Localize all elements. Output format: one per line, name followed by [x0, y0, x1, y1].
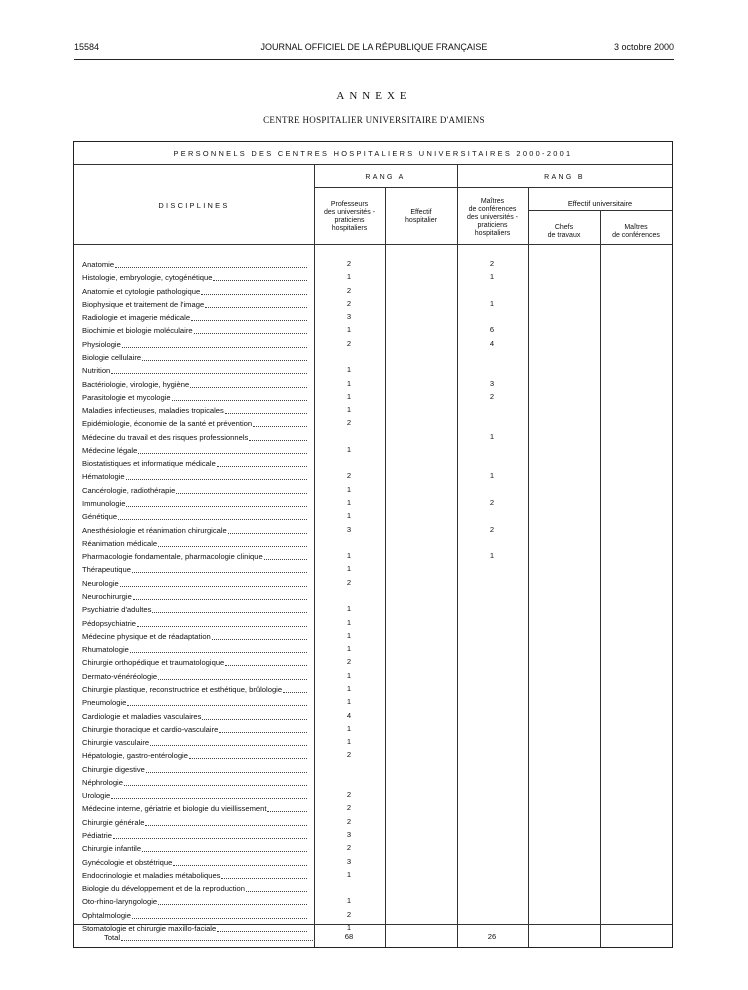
table-row	[82, 802, 307, 815]
maitres-value: 2	[489, 524, 495, 534]
professeurs-value: 2	[346, 843, 352, 853]
professeurs-value: 1	[346, 272, 352, 282]
professeurs-value: 2	[346, 577, 352, 587]
maitres-value: 6	[489, 325, 495, 335]
discipline-label: Stomatologie et chirurgie maxillo-faciale	[82, 924, 217, 933]
discipline-label: Cardiologie et maladies vasculaires	[82, 711, 202, 721]
leader-dots	[213, 280, 307, 281]
maitres-header: Maîtres de conférences des universités - praticiens hospitaliers	[467, 198, 518, 237]
professeurs-value: 2	[346, 471, 352, 481]
leader-dots	[225, 413, 307, 414]
leader-dots	[137, 626, 307, 627]
divider-disciplines	[314, 164, 315, 947]
professeurs-value: 1	[346, 498, 352, 508]
discipline-label: Chirurgie vasculaire	[82, 738, 150, 748]
leader-dots	[145, 825, 307, 826]
discipline-label: Réanimation médicale	[82, 538, 158, 548]
leader-dots	[219, 732, 307, 733]
leader-dots	[124, 785, 307, 786]
table-row	[82, 510, 307, 523]
leader-dots	[217, 466, 307, 467]
leader-dots	[212, 639, 307, 640]
professeurs-value: 1	[346, 697, 352, 707]
discipline-label: Psychiatrie d'adultes	[82, 605, 152, 615]
table-row	[82, 537, 307, 550]
discipline-label: Neurologie	[82, 578, 119, 588]
leader-dots	[133, 599, 307, 600]
table-row	[82, 696, 307, 709]
leader-dots	[150, 745, 307, 746]
total-row-label: Total	[82, 931, 315, 944]
table-row	[82, 391, 307, 404]
discipline-label: Pédopsychiatrie	[82, 618, 137, 628]
leader-dots	[264, 559, 307, 560]
maitres-value: 4	[489, 338, 495, 348]
table-row	[82, 909, 307, 922]
table-row	[82, 776, 307, 789]
table-row	[82, 710, 307, 723]
professeurs-value: 1	[346, 365, 352, 375]
table-row	[82, 470, 307, 483]
professeurs-value: 1	[346, 564, 352, 574]
table-row	[82, 829, 307, 842]
discipline-label: Neurochirurgie	[82, 592, 132, 601]
table-row	[82, 736, 307, 749]
professeurs-value: 1	[346, 923, 352, 932]
discipline-label: Bactériologie, virologie, hygiène	[82, 379, 190, 389]
professeurs-value: 1	[346, 617, 352, 627]
discipline-label: Médecine physique et de réadaptation	[82, 631, 211, 641]
leader-dots	[118, 519, 307, 520]
table-row	[82, 298, 307, 311]
professeurs-value: 1	[346, 391, 352, 401]
table-row	[82, 630, 307, 643]
leader-dots	[132, 572, 307, 573]
leader-dots	[189, 758, 307, 759]
leader-dots	[158, 679, 307, 680]
discipline-label: Hématologie	[82, 472, 125, 482]
table-row	[82, 444, 307, 457]
table-row	[82, 869, 307, 882]
table-row	[82, 603, 307, 616]
professeurs-value: 2	[346, 909, 352, 919]
table-row	[82, 311, 307, 324]
leader-dots	[130, 652, 307, 653]
table-row	[82, 683, 307, 696]
professeurs-value: 1	[346, 896, 352, 906]
personnel-table	[73, 141, 673, 948]
disciplines-header: DISCIPLINES	[158, 201, 230, 210]
effectif-univ-rule	[528, 210, 672, 211]
table-row	[82, 617, 307, 630]
professeurs-value: 1	[346, 484, 352, 494]
leader-dots	[122, 347, 307, 348]
table-row	[82, 364, 307, 377]
leader-dots	[111, 798, 307, 799]
professeurs-value: 1	[346, 378, 352, 388]
professeurs-value: 1	[346, 511, 352, 521]
table-row	[82, 763, 307, 776]
professeurs-value: 1	[346, 683, 352, 693]
leader-dots	[173, 865, 307, 866]
table-row	[82, 643, 307, 656]
discipline-label: Biostatistiques et informatique médicale	[82, 459, 216, 469]
maitres-value: 1	[489, 551, 495, 561]
leader-dots	[120, 586, 307, 587]
discipline-label: Rhumatologie	[82, 645, 129, 655]
discipline-label: Biologie cellulaire	[82, 352, 142, 362]
discipline-label: Chirurgie plastique, reconstructrice et esthétique, brûlologie	[82, 684, 283, 694]
header-rule	[74, 59, 674, 60]
discipline-label: Médecine interne, gériatrie et biologie du vieillissement	[82, 804, 267, 814]
discipline-label: Néphrologie	[82, 777, 123, 787]
table-row	[82, 816, 307, 829]
table-row	[82, 590, 307, 603]
discipline-label: Médecine du travail et des risques professionnels	[82, 432, 249, 442]
divider-effectif-hosp	[385, 187, 386, 947]
maitres-value: 3	[489, 378, 495, 388]
discipline-label: Urologie	[82, 791, 111, 801]
institution-heading: CENTRE HOSPITALIER UNIVERSITAIRE D'AMIENS	[263, 115, 485, 125]
professeurs-value: 4	[346, 710, 352, 720]
table-row	[82, 895, 307, 908]
professeurs-value: 3	[346, 830, 352, 840]
professeurs-value: 2	[346, 790, 352, 800]
page-number: 15584	[74, 42, 100, 52]
discipline-label: Endocrinologie et maladies métaboliques	[82, 870, 221, 880]
discipline-label: Biologie du développement et de la reproduction	[82, 884, 245, 894]
page-header	[74, 42, 674, 58]
table-row	[82, 842, 307, 855]
leader-dots	[142, 851, 307, 852]
discipline-label: Biophysique et traitement de l'image	[82, 299, 205, 309]
table-row	[82, 789, 307, 802]
maitres-value: 1	[489, 298, 495, 308]
discipline-label: Pédiatrie	[82, 831, 112, 841]
leader-dots	[194, 333, 307, 334]
leader-dots	[126, 479, 307, 480]
discipline-label: Chirurgie orthopédique et traumatologique	[82, 658, 225, 668]
title-rule	[74, 164, 672, 165]
professeurs-value: 3	[346, 312, 352, 322]
table-row	[82, 749, 307, 762]
leader-dots	[132, 918, 307, 919]
table-row	[82, 417, 307, 430]
maitres-value: 1	[489, 471, 495, 481]
leader-dots	[142, 360, 307, 361]
discipline-label: Anesthésiologie et réanimation chirurgicale	[82, 525, 227, 535]
leader-dots	[172, 400, 307, 401]
leader-dots	[228, 533, 307, 534]
professeurs-value: 1	[346, 869, 352, 879]
discipline-label: Epidémiologie, économie de la santé et prévention	[82, 419, 253, 429]
table-row	[82, 431, 307, 444]
table-row	[82, 656, 307, 669]
table-row	[82, 882, 307, 895]
leader-dots	[253, 426, 307, 427]
effectif-hospitalier-header: Effectif hospitalier	[405, 209, 437, 224]
professeurs-value: 2	[346, 285, 352, 295]
table-row	[82, 484, 307, 497]
leader-dots	[202, 719, 307, 720]
rang-rule	[314, 187, 672, 188]
table-row	[82, 524, 307, 537]
discipline-label: Chirurgie générale	[82, 817, 145, 827]
table-row	[82, 563, 307, 576]
chefs-header: Chefs de travaux	[547, 224, 581, 239]
leader-dots	[201, 294, 307, 295]
maitres-value: 2	[489, 498, 495, 508]
discipline-label: Cancérologie, radiothérapie	[82, 485, 176, 495]
professeurs-value: 3	[346, 524, 352, 534]
leader-dots	[267, 811, 307, 812]
discipline-label: Dermato-vénéréologie	[82, 671, 158, 681]
table-row	[82, 550, 307, 563]
maitres-conferences-header: Maîtres de conférences	[612, 224, 660, 239]
professeurs-value: 2	[346, 657, 352, 667]
discipline-label: Physiologie	[82, 339, 121, 349]
discipline-label: Gynécologie et obstétrique	[82, 857, 173, 867]
maitres-value: 1	[489, 272, 495, 282]
discipline-label: Histologie, embryologie, cytogénétique	[82, 273, 213, 283]
leader-dots	[191, 320, 307, 321]
table-row	[82, 457, 307, 470]
table-row	[82, 497, 307, 510]
professeurs-value: 2	[346, 338, 352, 348]
leader-dots	[158, 904, 307, 905]
leader-dots	[115, 267, 307, 268]
table-row	[82, 351, 307, 364]
professeurs-value: 1	[346, 444, 352, 454]
discipline-label: Pharmacologie fondamentale, pharmacologie clinique	[82, 552, 263, 562]
maitres-value: 2	[489, 391, 495, 401]
professeurs-value: 1	[346, 604, 352, 614]
table-row	[82, 404, 307, 417]
journal-title: JOURNAL OFFICIEL DE LA RÉPUBLIQUE FRANÇAISE	[260, 42, 488, 52]
discipline-label: Parasitologie et mycologie	[82, 392, 171, 402]
leader-dots	[113, 838, 307, 839]
maitres-value: 2	[489, 259, 495, 268]
discipline-label: Anatomie	[82, 260, 115, 269]
leader-dots	[127, 705, 307, 706]
professeurs-value: 2	[346, 750, 352, 760]
leader-dots	[146, 772, 307, 773]
divider-chefs	[600, 210, 601, 947]
table-row	[82, 856, 307, 869]
professeurs-value: 1	[346, 644, 352, 654]
professeurs-value: 2	[346, 298, 352, 308]
professeurs-value: 2	[346, 816, 352, 826]
leader-dots	[176, 493, 307, 494]
leader-dots	[138, 453, 307, 454]
table-row	[82, 271, 307, 284]
discipline-label: Chirurgie thoracique et cardio-vasculaire	[82, 724, 219, 734]
rang-b-header: RANG B	[544, 174, 585, 181]
discipline-label: Génétique	[82, 512, 118, 522]
issue-date: 3 octobre 2000	[613, 42, 674, 52]
leader-dots	[158, 546, 307, 547]
header-bottom-rule	[74, 244, 672, 245]
discipline-label: Nutrition	[82, 366, 111, 376]
discipline-label: Radiologie et imagerie médicale	[82, 313, 191, 323]
professeurs-value: 1	[346, 737, 352, 747]
leader-dots	[152, 612, 307, 613]
maitres-value: 1	[489, 431, 495, 441]
leader-dots	[111, 373, 307, 374]
divider-rang	[457, 164, 458, 947]
discipline-label: Thérapeutique	[82, 565, 131, 575]
leader-dots	[283, 692, 307, 693]
professeurs-value: 2	[346, 418, 352, 428]
discipline-label: Immunologie	[82, 499, 126, 509]
professeurs-value: 2	[346, 803, 352, 813]
leader-dots	[225, 665, 307, 666]
discipline-label: Oto-rhino-laryngologie	[82, 897, 158, 907]
professeurs-header: Professeurs des universités - praticiens hospitaliers	[324, 201, 375, 232]
table-row	[82, 670, 307, 683]
discipline-label: Hépatologie, gastro-entérologie	[82, 751, 188, 761]
total-professeurs: 68	[344, 932, 354, 941]
effectif-universitaire-header: Effectif universitaire	[567, 199, 633, 208]
total-maitres: 26	[487, 932, 497, 941]
leader-dots	[126, 506, 307, 507]
discipline-label: Chirurgie infantile	[82, 844, 142, 854]
discipline-label: Chirurgie digestive	[82, 764, 145, 774]
discipline-label: Médecine légale	[82, 445, 138, 455]
professeurs-value: 3	[346, 856, 352, 866]
professeurs-value: 2	[346, 259, 352, 268]
annexe-heading: ANNEXE	[336, 90, 412, 102]
table-row	[82, 338, 307, 351]
leader-dots	[205, 307, 307, 308]
discipline-label: Biochimie et biologie moléculaire	[82, 326, 193, 336]
table-row	[82, 285, 307, 298]
professeurs-value: 1	[346, 405, 352, 415]
rang-a-header: RANG A	[365, 174, 406, 181]
table-title: PERSONNELS DES CENTRES HOSPITALIERS UNIVERSITAIRES 2000-2001	[173, 149, 573, 158]
table-row	[82, 378, 307, 391]
leader-dots	[221, 878, 307, 879]
leader-dots	[246, 891, 307, 892]
table-row	[82, 258, 307, 271]
professeurs-value: 1	[346, 551, 352, 561]
table-row	[82, 324, 307, 337]
discipline-label: Anatomie et cytologie pathologique	[82, 286, 201, 296]
professeurs-value: 1	[346, 630, 352, 640]
discipline-label: Pneumologie	[82, 698, 127, 708]
leader-dots	[249, 440, 307, 441]
table-row	[82, 577, 307, 590]
divider-effectif-univ	[528, 187, 529, 947]
discipline-label: Maladies infectieuses, maladies tropicales	[82, 406, 224, 416]
professeurs-value: 1	[346, 325, 352, 335]
table-row	[82, 723, 307, 736]
discipline-label: Ophtalmologie	[82, 910, 131, 920]
professeurs-value: 1	[346, 723, 352, 733]
professeurs-value: 1	[346, 670, 352, 680]
leader-dots	[190, 387, 307, 388]
